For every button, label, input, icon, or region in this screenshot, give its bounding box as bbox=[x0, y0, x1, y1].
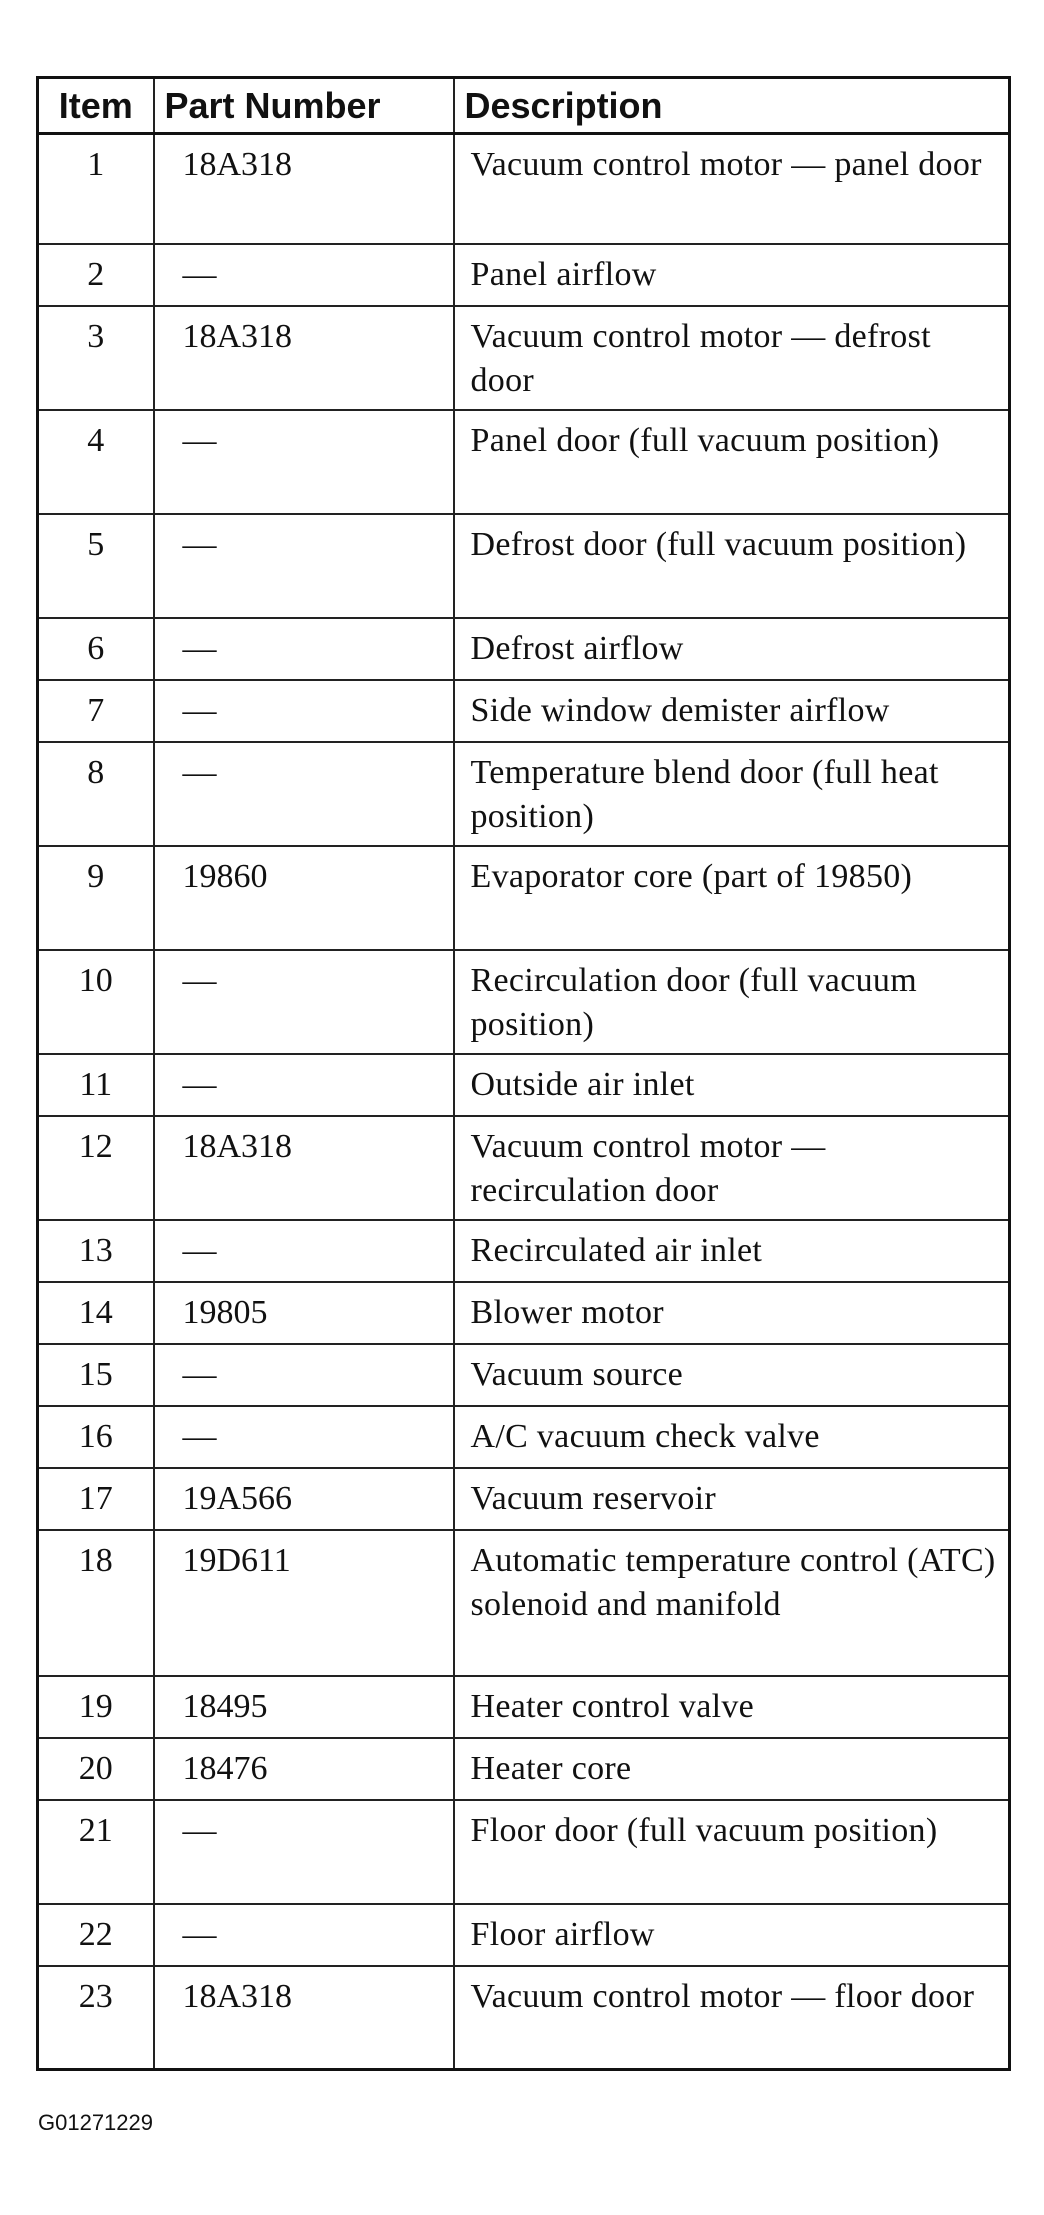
item-number: 13 bbox=[38, 1220, 154, 1282]
item-number: 15 bbox=[38, 1344, 154, 1406]
header-description: Description bbox=[454, 78, 1010, 134]
table-row bbox=[38, 244, 1010, 306]
table-row bbox=[38, 742, 1010, 846]
item-number: 10 bbox=[38, 950, 154, 1054]
part-description: Vacuum control motor — recirculation door bbox=[454, 1116, 1010, 1220]
part-description: Panel door (full vacuum position) bbox=[454, 410, 1010, 514]
part-number: — bbox=[154, 1054, 454, 1116]
table-row bbox=[38, 1054, 1010, 1116]
part-number: 18A318 bbox=[154, 1966, 454, 2070]
part-number: — bbox=[154, 1904, 454, 1966]
item-number: 21 bbox=[38, 1800, 154, 1904]
part-number: — bbox=[154, 1406, 454, 1468]
item-number: 8 bbox=[38, 742, 154, 846]
item-number: 22 bbox=[38, 1904, 154, 1966]
item-number: 9 bbox=[38, 846, 154, 950]
item-number: 18 bbox=[38, 1530, 154, 1676]
table-row bbox=[38, 134, 1010, 244]
part-number: — bbox=[154, 1344, 454, 1406]
table-row bbox=[38, 618, 1010, 680]
table-row bbox=[38, 1116, 1010, 1220]
table-row bbox=[38, 306, 1010, 410]
table-row bbox=[38, 1676, 1010, 1738]
item-number: 11 bbox=[38, 1054, 154, 1116]
header-part-number: Part Number bbox=[154, 78, 454, 134]
item-number: 12 bbox=[38, 1116, 154, 1220]
part-description: Vacuum control motor — floor door bbox=[454, 1966, 1010, 2070]
part-number: — bbox=[154, 950, 454, 1054]
table-row bbox=[38, 1530, 1010, 1676]
part-description: Panel airflow bbox=[454, 244, 1010, 306]
item-number: 16 bbox=[38, 1406, 154, 1468]
part-number: 19860 bbox=[154, 846, 454, 950]
item-number: 2 bbox=[38, 244, 154, 306]
table-row bbox=[38, 1282, 1010, 1344]
part-description: Floor airflow bbox=[454, 1904, 1010, 1966]
part-number: 19D611 bbox=[154, 1530, 454, 1676]
item-number: 20 bbox=[38, 1738, 154, 1800]
part-description: Evaporator core (part of 19850) bbox=[454, 846, 1010, 950]
table-row bbox=[38, 514, 1010, 618]
part-number: — bbox=[154, 1220, 454, 1282]
parts-table bbox=[36, 76, 1011, 2071]
item-number: 1 bbox=[38, 134, 154, 244]
table-body bbox=[38, 134, 1010, 2070]
table-row bbox=[38, 410, 1010, 514]
part-description: Outside air inlet bbox=[454, 1054, 1010, 1116]
item-number: 6 bbox=[38, 618, 154, 680]
part-number: — bbox=[154, 1800, 454, 1904]
part-description: Floor door (full vacuum position) bbox=[454, 1800, 1010, 1904]
item-number: 4 bbox=[38, 410, 154, 514]
table-row bbox=[38, 1966, 1010, 2070]
part-number: — bbox=[154, 410, 454, 514]
part-description: Recirculation door (full vacuum position) bbox=[454, 950, 1010, 1054]
table-row bbox=[38, 680, 1010, 742]
part-description: Automatic temperature control (ATC) solenoid and manifold bbox=[454, 1530, 1010, 1676]
part-description: Heater control valve bbox=[454, 1676, 1010, 1738]
part-description: Vacuum source bbox=[454, 1344, 1010, 1406]
part-description: Heater core bbox=[454, 1738, 1010, 1800]
table-row bbox=[38, 1344, 1010, 1406]
part-description: Vacuum control motor — panel door bbox=[454, 134, 1010, 244]
table-header bbox=[38, 78, 1010, 134]
table-row bbox=[38, 1468, 1010, 1530]
table-row bbox=[38, 846, 1010, 950]
part-description: Vacuum reservoir bbox=[454, 1468, 1010, 1530]
part-description: Blower motor bbox=[454, 1282, 1010, 1344]
item-number: 23 bbox=[38, 1966, 154, 2070]
part-description: Defrost door (full vacuum position) bbox=[454, 514, 1010, 618]
table-row bbox=[38, 1800, 1010, 1904]
part-number: 18495 bbox=[154, 1676, 454, 1738]
table-row bbox=[38, 950, 1010, 1054]
part-description: Side window demister airflow bbox=[454, 680, 1010, 742]
part-number: 19805 bbox=[154, 1282, 454, 1344]
table-row bbox=[38, 1904, 1010, 1966]
part-number: 19A566 bbox=[154, 1468, 454, 1530]
part-number: — bbox=[154, 742, 454, 846]
figure-code: G01271229 bbox=[38, 2110, 153, 2135]
item-number: 3 bbox=[38, 306, 154, 410]
part-number: 18476 bbox=[154, 1738, 454, 1800]
table-row bbox=[38, 1406, 1010, 1468]
part-description: Defrost airflow bbox=[454, 618, 1010, 680]
header-row bbox=[38, 78, 1010, 134]
item-number: 5 bbox=[38, 514, 154, 618]
part-number: — bbox=[154, 244, 454, 306]
part-number: — bbox=[154, 514, 454, 618]
item-number: 19 bbox=[38, 1676, 154, 1738]
table-row bbox=[38, 1220, 1010, 1282]
part-description: Vacuum control motor — defrost door bbox=[454, 306, 1010, 410]
item-number: 14 bbox=[38, 1282, 154, 1344]
part-number: 18A318 bbox=[154, 134, 454, 244]
part-description: Temperature blend door (full heat position) bbox=[454, 742, 1010, 846]
part-number: 18A318 bbox=[154, 306, 454, 410]
part-number: — bbox=[154, 680, 454, 742]
parts-table-container bbox=[36, 76, 1008, 2071]
table-row bbox=[38, 1738, 1010, 1800]
item-number: 17 bbox=[38, 1468, 154, 1530]
part-number: — bbox=[154, 618, 454, 680]
part-description: Recirculated air inlet bbox=[454, 1220, 1010, 1282]
item-number: 7 bbox=[38, 680, 154, 742]
part-number: 18A318 bbox=[154, 1116, 454, 1220]
header-item: Item bbox=[38, 78, 154, 134]
part-description: A/C vacuum check valve bbox=[454, 1406, 1010, 1468]
